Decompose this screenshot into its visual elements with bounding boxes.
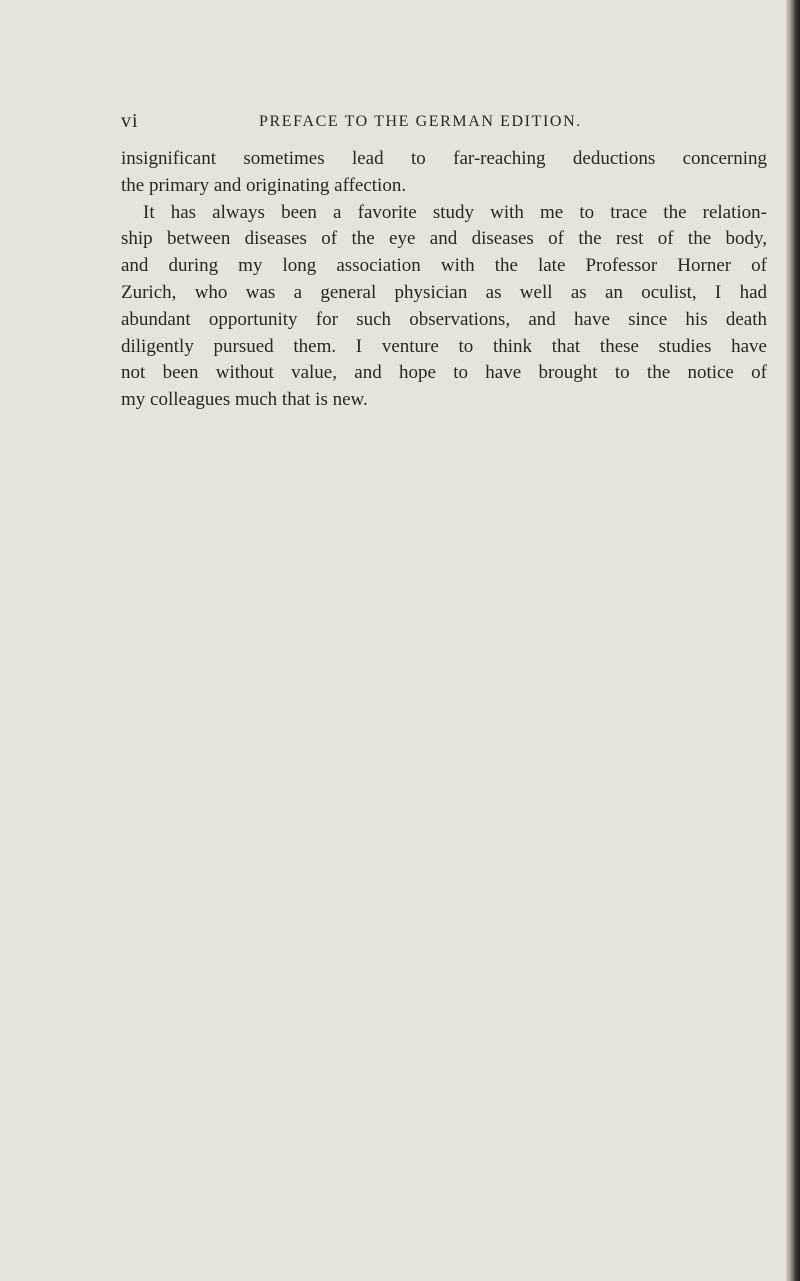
page-edge-shadow (786, 0, 800, 1281)
text-line: my colleagues much that is new. (121, 389, 368, 411)
text-line: the primary and originating affection. (121, 174, 407, 196)
running-head-title: PREFACE TO THE GERMAN EDITION. (259, 113, 582, 130)
text-line: abundant opportunity for such observations, and have since his death (121, 308, 767, 330)
paragraph-start-line: It has always been a favorite study with me to trace the relation- (143, 201, 767, 223)
text-line: Zurich, who was a general physician as well as an oculist, I had (121, 281, 767, 303)
text-line: ship between diseases of the eye and diseases of the rest of the body, (121, 228, 767, 250)
preface-text (121, 146, 767, 414)
text-line: diligently pursued them. I venture to think that these studies have (121, 335, 767, 357)
text-line: not been without value, and hope to have brought to the notice of (121, 362, 767, 384)
text-line: insignificant sometimes lead to far-reaching deductions concerning (121, 148, 767, 169)
text-line: and during my long association with the late Professor Horner of (121, 255, 767, 277)
page-number: vi (121, 110, 139, 132)
running-head (121, 110, 761, 134)
